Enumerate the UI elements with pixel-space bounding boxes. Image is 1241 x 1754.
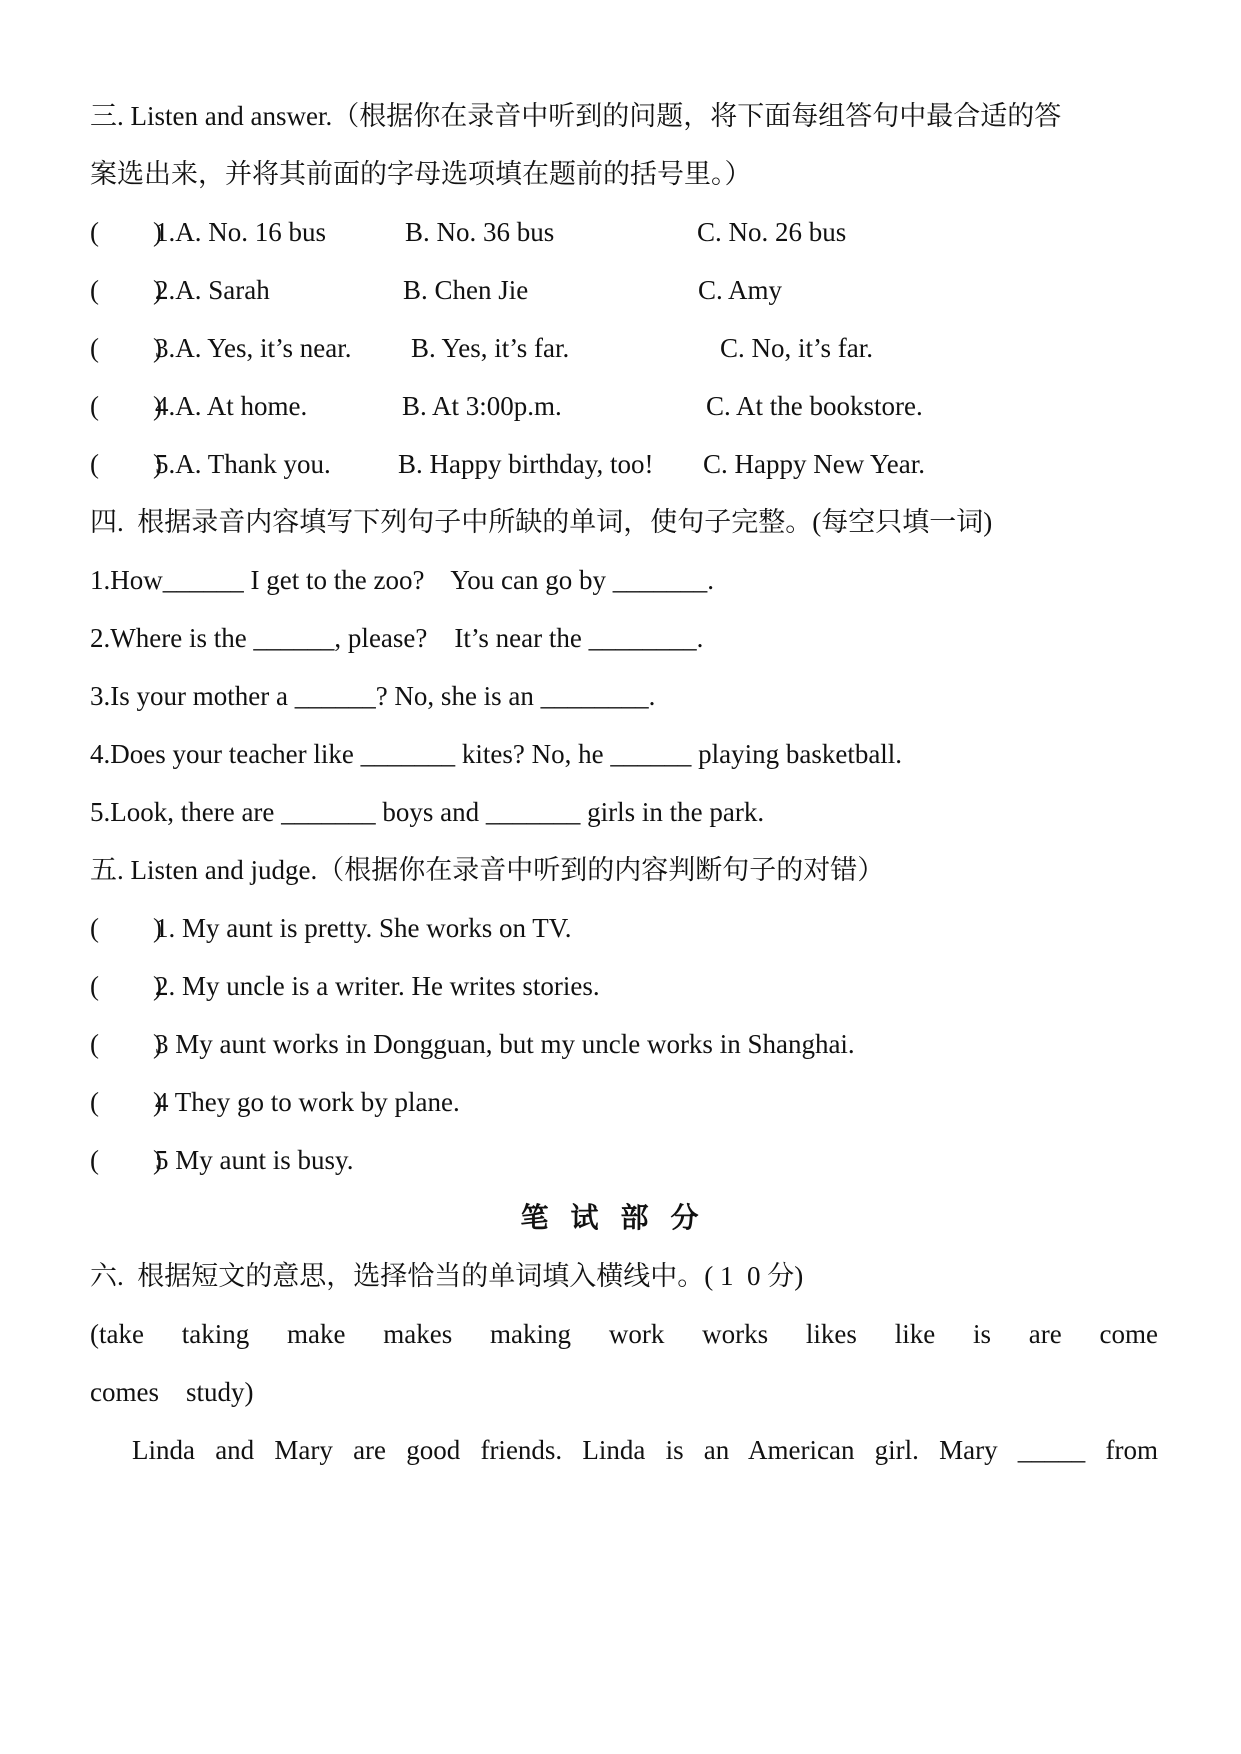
option-a: 5.A. Thank you.: [155, 449, 331, 479]
written-part-title: 笔试部分: [520, 1201, 721, 1234]
option-b: B. Happy birthday, too!: [398, 449, 654, 479]
answer-bracket[interactable]: ( ): [90, 333, 162, 363]
answer-bracket[interactable]: ( ): [90, 1145, 162, 1175]
answer-bracket[interactable]: ( ): [90, 913, 162, 943]
option-c: C. Happy New Year.: [703, 449, 925, 479]
section6-heading: 六. 根据短文的意思，选择恰当的单词填入横线中。( 1 0 分): [90, 1261, 804, 1291]
option-b: B. No. 36 bus: [405, 217, 555, 247]
answer-bracket[interactable]: ( ): [90, 217, 162, 247]
option-c: C. No, it’s far.: [720, 333, 873, 363]
fill-in-sentence: 4.Does your teacher like _______ kites? No, he ______ playing basketball.: [90, 739, 903, 769]
word-bank-line2: comes study): [90, 1377, 254, 1407]
option-a: 4.A. At home.: [155, 391, 308, 421]
passage-line: Linda and Mary are good friends. Linda is an American girl. Mary _____ from: [132, 1435, 1158, 1465]
fill-in-sentence: 5.Look, there are _______ boys and _______ girls in the park.: [90, 797, 765, 827]
option-a: 1.A. No. 16 bus: [155, 217, 327, 247]
option-c: C. At the bookstore.: [706, 391, 923, 421]
judge-statement: 3 My aunt works in Dongguan, but my uncle works in Shanghai.: [155, 1029, 855, 1059]
judge-statement: 2. My uncle is a writer. He writes stories.: [155, 971, 600, 1001]
option-a: 3.A. Yes, it’s near.: [155, 333, 352, 363]
section3-heading-line2: 案选出来，并将其前面的字母选项填在题前的括号里。）: [90, 159, 752, 189]
fill-in-sentence: 3.Is your mother a ______? No, she is an ________.: [90, 681, 656, 711]
option-b: B. At 3:00p.m.: [402, 391, 562, 421]
word-bank-line1: (take taking make makes making work works likes like is are come: [90, 1319, 1158, 1349]
section3-heading-line1: 三. Listen and answer.（根据你在录音中听到的问题，将下面每组答句中最合适的答: [90, 101, 1062, 131]
answer-bracket[interactable]: ( ): [90, 1087, 162, 1117]
answer-bracket[interactable]: ( ): [90, 391, 162, 421]
judge-statement: 4 They go to work by plane.: [155, 1087, 460, 1117]
answer-bracket[interactable]: ( ): [90, 449, 162, 479]
answer-bracket[interactable]: ( ): [90, 275, 162, 305]
fill-in-sentence: 2.Where is the ______, please? It’s near the ________.: [90, 623, 704, 653]
option-b: B. Yes, it’s far.: [411, 333, 570, 363]
option-a: 2.A. Sarah: [155, 275, 270, 305]
judge-statement: 5 My aunt is busy.: [155, 1145, 354, 1175]
judge-statement: 1. My aunt is pretty. She works on TV.: [155, 913, 572, 943]
option-c: C. Amy: [698, 275, 783, 305]
answer-bracket[interactable]: ( ): [90, 971, 162, 1001]
fill-in-sentence: 1.How______ I get to the zoo? You can go by _______.: [90, 565, 714, 595]
option-b: B. Chen Jie: [403, 275, 529, 305]
option-c: C. No. 26 bus: [697, 217, 847, 247]
section5-heading: 五. Listen and judge.（根据你在录音中听到的内容判断句子的对错）: [90, 855, 885, 885]
section4-heading: 四. 根据录音内容填写下列句子中所缺的单词，使句子完整。(每空只填一词): [90, 507, 993, 537]
answer-bracket[interactable]: ( ): [90, 1029, 162, 1059]
